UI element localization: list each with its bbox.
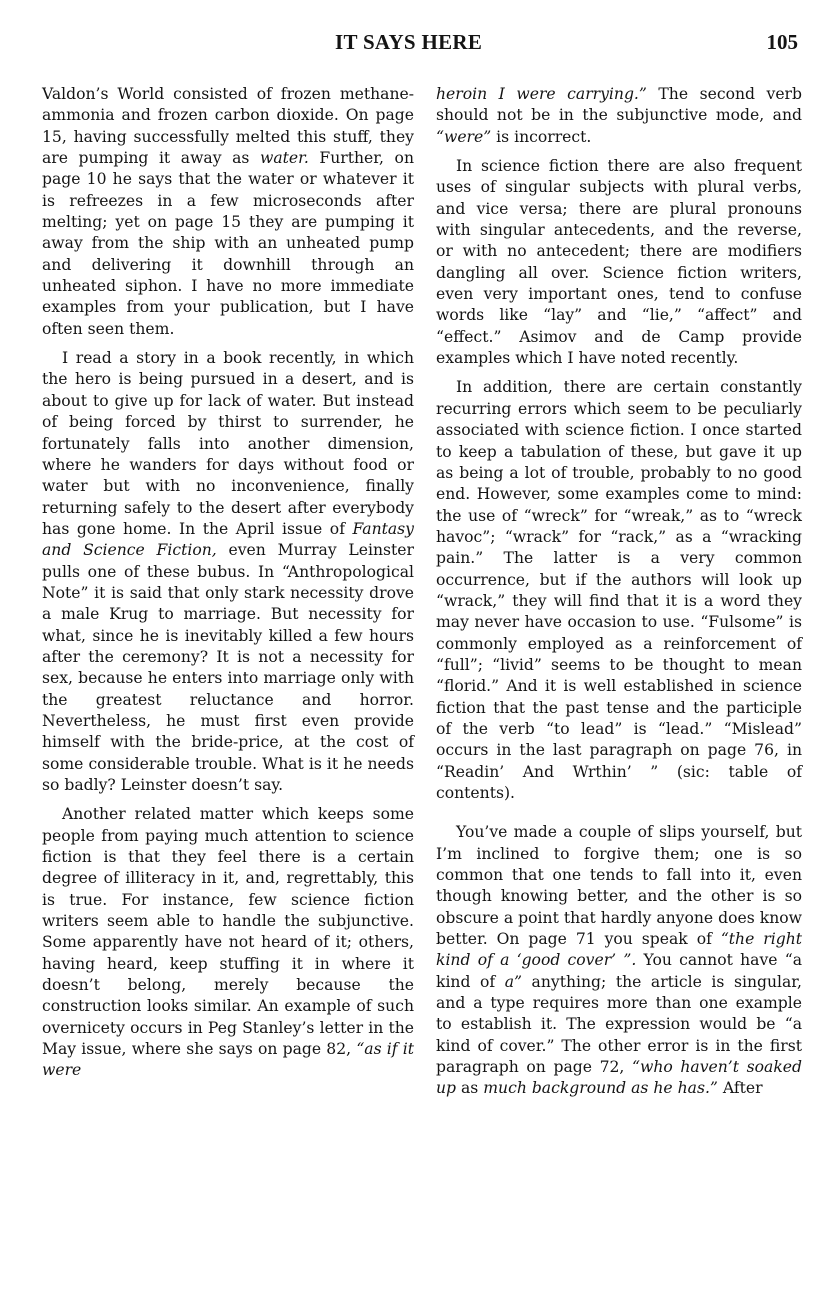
- running-header: [0, 30, 838, 62]
- header-title: IT SAYS HERE: [335, 30, 483, 54]
- paragraph: Another related matter which keeps some people from paying much attention to science fiction is that they feel there is a certain degree of illiteracy in it, and, regrettably, this is true. For instance, few science fiction writers seem able to handle the subjunctive. Some apparently have not heard of it; others, having heard, keep stuffing it in where it doesn’t belong, merely because the construction looks similar. An example of such overnicety occurs in Peg Stanley’s letter in the May issue, where she says on page 82, “as if it were: [42, 805, 414, 1080]
- paragraph: Valdon’s World consisted of frozen methane-ammonia and frozen carbon dioxide. On page 15, having successfully melted this stuff, they are pumping it away as water. Further, on page 10 he says that the water or whatever it is refreezes in a few microseconds after melting; yet on page 15 they are pumping it away from the ship with an unheated pump and delivering it downhill through an unheated siphon. I have no more immediate examples from your publication, but I have often seen them.: [42, 85, 414, 338]
- paragraph: In addition, there are certain constantly recurring errors which seem to be peculiarly associated with science fiction. I once started to keep a tabulation of these, but gave it up as being a lot of trouble, probably to no good end. However, some examples come to mind: the use of “wreck” for “wreak,” as to “wreck havoc”; “wrack” for “rack,” as a “wracking pain.” The latter is a very common occurrence, but if the authors will look up “wrack,” they will find that it is a word they may never have occasion to use. “Fulsome” is commonly employed as a reinforcement of “full”; “livid” seems to be thought to mean “florid.” And it is well established in science fiction that the past tense and the participle of the verb “to lead” is “lead.” “Mislead” occurs in the last paragraph on page 76, in “Readin’ And Wrthin’ ” (sic: table of contents).: [436, 378, 802, 802]
- paragraph: I read a story in a book recently, in which the hero is being pursued in a desert, and is about to give up for lack of water. But instead of being forced by thirst to surrender, he fortunately falls into another dimension, where he wanders for days without food or water but with no inconvenience, finally returning safely to the desert after everybody has gone home. In the April issue of Fantasy and Science Fiction, even Murray Leinster pulls one of these bubus. In “Anthropological Note” it is said that only stark necessity drove a male Krug to marriage. But necessity for what, since he is inevitably killed a few hours after the ceremony? It is not a necessity for sex, because he enters into marriage only with the greatest reluctance and horror. Nevertheless, he must first even provide himself with the bride-price, at the cost of some considerable trouble. What is it he needs so badly? Leinster doesn’t say.: [42, 349, 414, 794]
- paragraph: You’ve made a couple of slips yourself, but I’m inclined to forgive them; one is so common that one tends to fall into it, even though knowing better, and the other is so obscure a point that hardly anyone does know better. On page 71 you speak of “the right kind of a ‘good cover’ ”. You cannot have “a kind of a” anything; the article is singular, and a type requires more than one example to establish it. The expression would be “a kind of cover.” The other error is in the first paragraph on page 72, “who haven’t soaked up as much background as he has.” After: [436, 823, 803, 1098]
- page-number: 105: [766, 30, 798, 54]
- right-column: [436, 84, 802, 1100]
- paragraph: heroin I were carrying.” The second verb should not be in the subjunctive mode, and “were” is incorrect.: [436, 85, 802, 146]
- paragraph: In science fiction there are also frequent uses of singular subjects with plural verbs, and vice versa; there are plural pronouns with singular antecedents, and the reverse, or with no antecedent; there are modifiers dangling all over. Science fiction writers, even very important ones, tend to confuse words like “lay” and “lie,” “affect” and “effect.” Asimov and de Camp provide examples which I have noted recently.: [436, 157, 802, 368]
- left-column: [42, 84, 414, 1082]
